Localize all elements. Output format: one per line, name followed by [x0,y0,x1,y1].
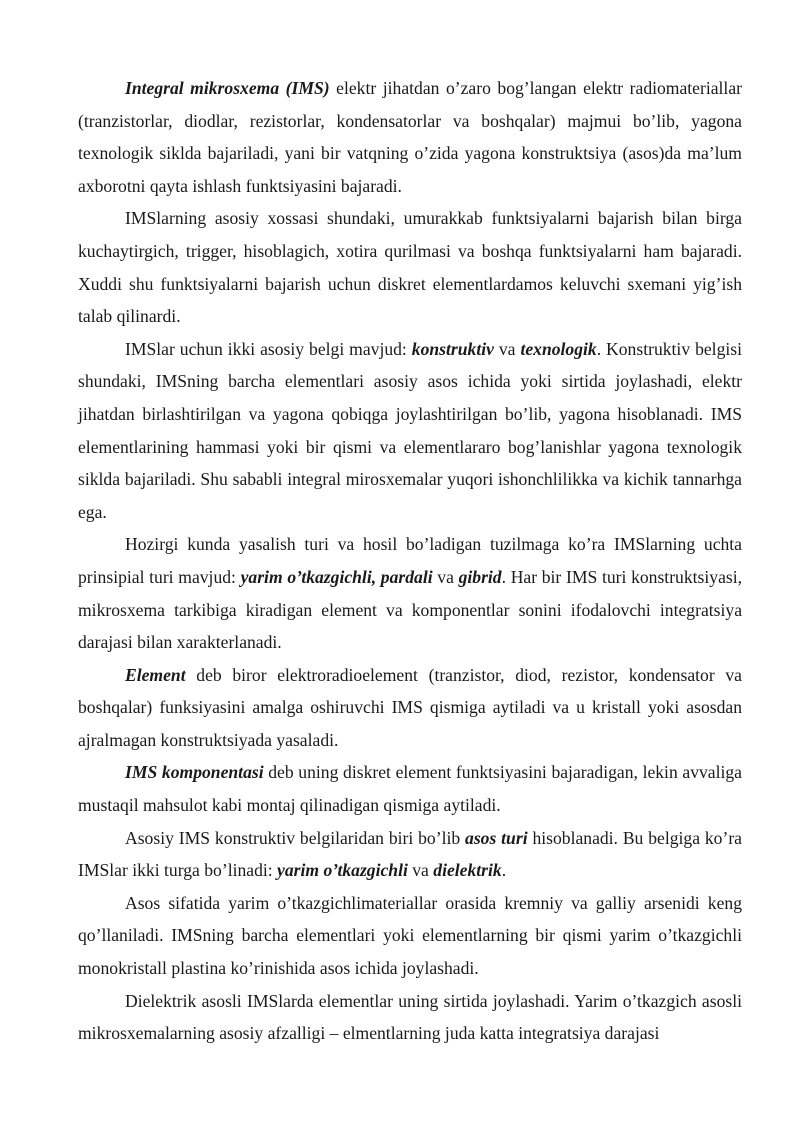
text-run: Asos sifatida yarim o’tkazgichlimateriallar orasida kremniy va galliy arsenidi keng qo’llaniladi. IMSning barcha elementlari yoki elementlarning bir qismi yarim o’tkazgichli monokristall plastina ko’rinishida asos ichida joylashadi. [78,892,742,979]
text-run: va [407,860,434,881]
text-run: deb uning diskret element funktsiyasini bajaradigan, lekin avvaliga mustaqil mahsulot kabi montaj qilinadigan qismiga aytiladi. [78,762,742,816]
paragraph [78,887,742,985]
emphasized-term: yarim o’tkazgichli, pardali [240,566,433,587]
text-run: . Har bir IMS turi konstruktsiyasi, mikrosxema tarkibiga kiradigan element va komponentlar sonini ifodalovchi integratsiya darajasi bilan xarakterlanadi. [78,566,743,653]
text-run: elektr jihatdan o’zaro bog’langan elektr radiomateriallar (tranzistorlar, diodlar, rezistorlar, kondensatorlar va boshqalar) majmui bo’lib, yagona texnologik siklda bajariladi, yani bir vatqning o’zida yagona konstruktsiya (asos)da ma’lum axborotni qayta ishlash funktsiyasini bajaradi. [78,78,742,196]
emphasized-term: konstruktiv [411,338,494,359]
emphasized-term: gibrid [458,566,502,587]
paragraph [78,985,742,1050]
emphasized-term: yarim o’tkazgichli [277,860,408,881]
emphasized-term: dielektrik [433,860,502,881]
text-run: . [501,860,507,881]
text-run: IMSlarning asosiy xossasi shundaki, umurakkab funktsiyalarni bajarish bilan birga kuchaytirgich, trigger, hisoblagich, xotira qurilmasi va boshqa funktsiyalarni ham bajaradi. Xuddi shu funktsiyalarni bajarish uchun diskret elementlardamos keluvchi sxemani yig’ish talab qilinardi. [78,208,742,327]
paragraph [78,659,742,757]
text-run: hisoblanadi. Bu belgiga ko’ra IMSlar ikki turga bo’linadi: [78,827,742,881]
text-run: Hozirgi kunda yasalish turi va hosil bo’ladigan tuzilmaga ko’ra IMSlarning uchta prinsipial turi mavjud: [78,534,742,587]
emphasized-term: asos turi [465,827,528,848]
text-run: . Konstruktiv belgisi shundaki, IMSning barcha elementlari asosiy asos ichida yoki sirtida joylashadi, elektr jihatdan birlashtirilgan va yagona qobiqga joylashtirilgan bo’lib, yagona hisoblanadi. IMS elementlarining hammasi yoki bir qismi va elementlararo bog’lanishlar yagona texnologik siklda bajariladi. Shu sababli integral mirosxemalar yuqori ishonchlilikka va kichik tannarhga ega. [78,338,742,522]
emphasized-term: Integral mikrosxema (IMS) [125,78,330,98]
text-run: Asosiy IMS konstruktiv belgilaridan biri bo’lib [125,827,466,848]
text-run: deb biror elektroradioelement (tranzistor, diod, rezistor, kondensator va boshqalar) funksiyasini amalga oshiruvchi IMS qismiga aytiladi va u kristall yoki asosdan ajralmagan konstruktsiyada yasaladi. [78,664,742,750]
paragraph [78,333,742,529]
paragraph [78,202,742,332]
emphasized-term: Element [125,664,186,685]
text-run: va [493,338,521,359]
text-run: va [432,566,459,587]
paragraph [78,72,742,202]
text-run: IMSlar uchun ikki asosiy belgi mavjud: [125,338,412,359]
text-run: Dielektrik asosli IMSlarda elementlar uning sirtida joylashadi. Yarim o’tkazgich asosli mikrosxemalarning asosiy afzalligi – elmentlarning juda katta integratsiya darajasi [78,990,742,1044]
paragraph [78,822,742,887]
paragraph [78,528,742,658]
paragraph [78,756,742,821]
emphasized-term: texnologik [520,338,597,359]
emphasized-term: IMS komponentasi [125,762,264,783]
